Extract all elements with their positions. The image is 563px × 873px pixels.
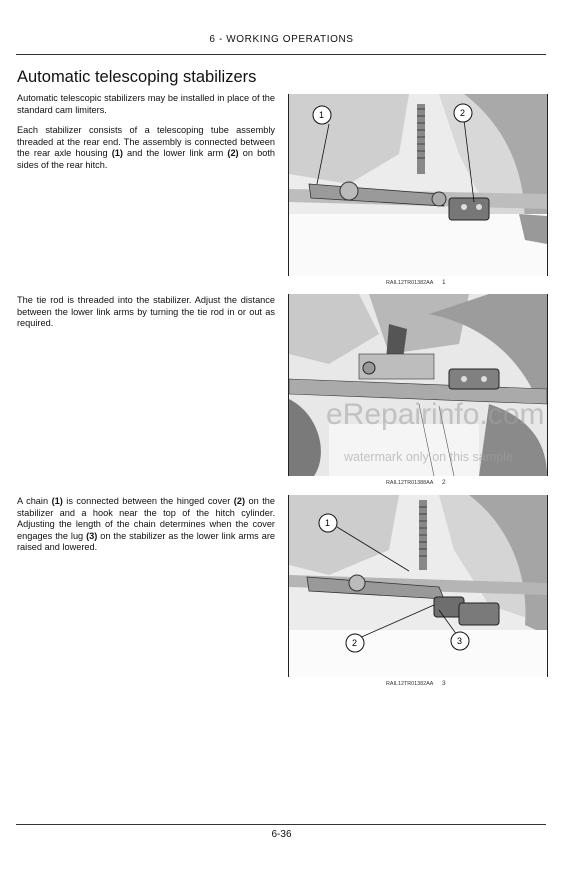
figure-2-code: RAIL12TR01388AA [386, 480, 434, 486]
figure-1-photo [288, 94, 548, 276]
watermark-brand: eRepairinfo.com [326, 398, 545, 431]
figure-1-code: RAIL12TR01382AA [386, 280, 434, 286]
stabilizer-illustration-1 [289, 94, 547, 276]
page-header: 6 - WORKING OPERATIONS [209, 34, 354, 45]
text-block-2 [17, 295, 275, 339]
figure-3-photo [288, 495, 548, 677]
footer-rule [16, 824, 546, 825]
chain-paragraph: A chain (1) is connected between the hinged cover (2) on the stabilizer and a hook near the top of the hitch cylinder. Adjusting the length of the chain determines when the cover engages the lug (3) on the stabilizer as the lower link arms are raised and lowered. [17, 496, 275, 553]
figure-2-number: 2 [442, 479, 446, 486]
figure-3-caption [288, 677, 546, 691]
figure-3-code: RAIL12TR01382AA [386, 681, 434, 687]
tie-rod-paragraph: The tie rod is threaded into the stabilizer. Adjust the distance between the lower link arms by turning the tie rod in or out as required. [17, 295, 275, 329]
figure-1-caption [288, 276, 546, 290]
header-rule [16, 54, 546, 55]
figure-3-callout-2: 2 [352, 638, 358, 648]
page-number: 6-36 [271, 829, 292, 840]
watermark-note: watermark only on this sample [344, 450, 513, 464]
tie-rod-illustration [289, 294, 547, 476]
text-block-3 [17, 496, 275, 563]
figure-3-callout-3: 3 [457, 636, 463, 646]
intro-paragraph: Automatic telescopic stabilizers may be installed in place of the standard cam limiters. [17, 93, 275, 115]
figure-3 [288, 495, 546, 691]
figure-2-photo [288, 294, 548, 476]
figure-1-callout-1: 1 [319, 110, 325, 120]
figure-1 [288, 94, 546, 290]
section-title: Automatic telescoping stabilizers [17, 68, 257, 86]
stabilizer-paragraph: Each stabilizer consists of a telescoping tube assembly threaded at the rear end. The assembly is connected between the rear axle housing (1) and the lower link arm (2) on both sides of the rear hitch. [17, 125, 275, 170]
text-block-1 [17, 93, 275, 181]
figure-2-caption [288, 476, 546, 490]
figure-1-number: 1 [442, 279, 446, 286]
figure-3-number: 3 [442, 680, 446, 687]
figure-3-callout-1: 1 [325, 518, 331, 528]
figure-1-callout-2: 2 [460, 108, 466, 118]
chain-illustration [289, 495, 547, 677]
